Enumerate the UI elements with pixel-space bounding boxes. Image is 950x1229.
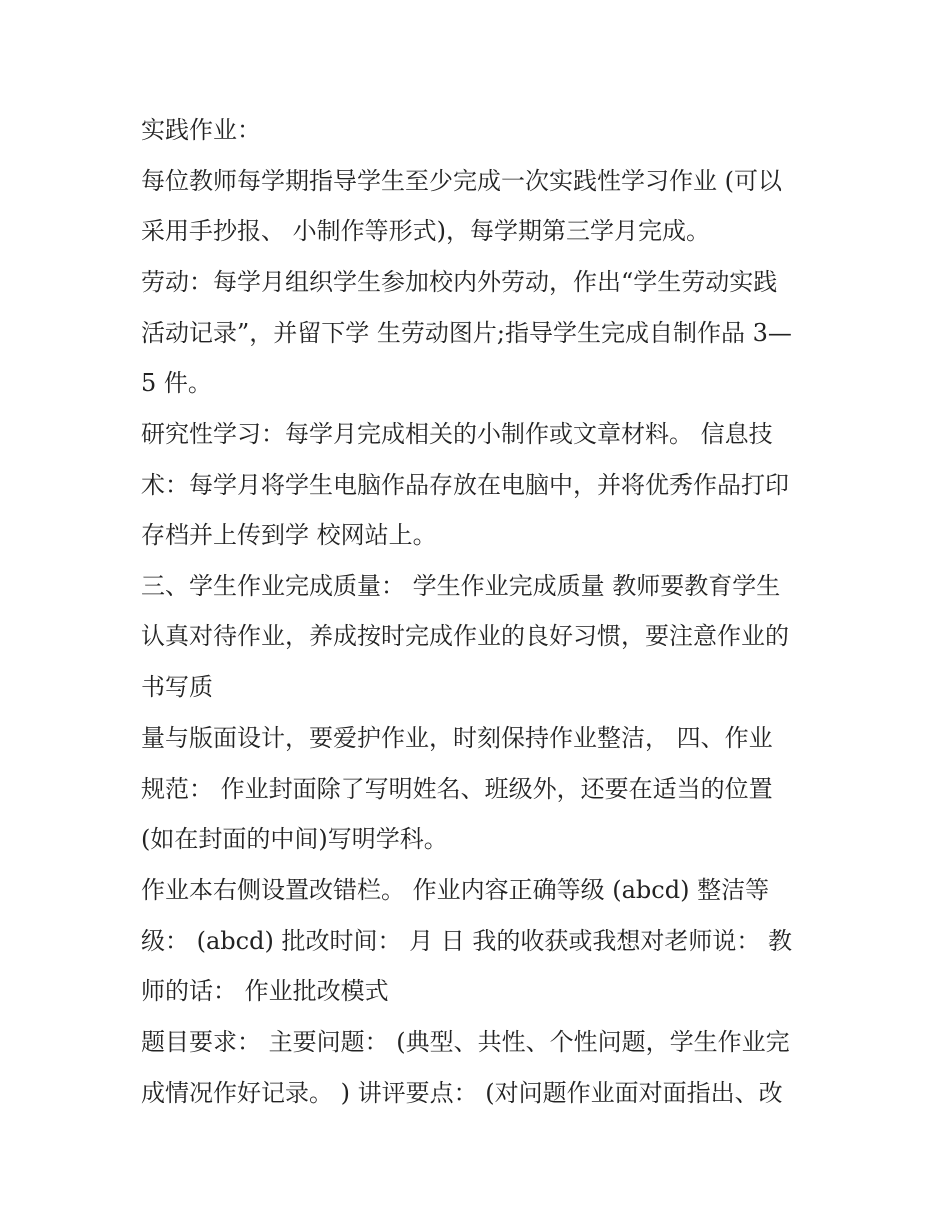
text-line-12: 书写质 xyxy=(141,673,213,701)
text-line-4: 劳动：每学月组织学生参加校内外劳动，作出“学生劳动实践 xyxy=(141,268,778,296)
text-line-8: 术：每学月将学生电脑作品存放在电脑中，并将优秀作品打印 xyxy=(141,471,789,499)
text-line-18: 师的话： 作业批改模式 xyxy=(141,977,389,1005)
text-line-1: 实践作业： xyxy=(141,116,261,144)
text-line-2: 每位教师每学期指导学生至少完成一次实践性学习作业 (可以 xyxy=(141,167,782,195)
text-line-17: 级： (abcd) 批改时间： 月 日 我的收获或我想对老师说： 教 xyxy=(141,927,792,955)
text-line-19: 题目要求： 主要问题： (典型、共性、个性问题，学生作业完 xyxy=(141,1028,790,1056)
text-line-7: 研究性学习：每学月完成相关的小制作或文章材料。 信息技 xyxy=(141,420,773,448)
text-line-9: 存档并上传到学 校网站上。 xyxy=(141,521,437,549)
text-line-3: 采用手抄报、 小制作等形式)，每学期第三学月完成。 xyxy=(141,217,710,245)
text-line-14: 规范： 作业封面除了写明姓名、班级外，还要在适当的位置 xyxy=(141,775,773,803)
text-line-5: 活动记录”，并留下学 生劳动图片;指导学生完成自制作品 3— xyxy=(141,319,792,347)
text-line-13: 量与版面设计，要爱护作业，时刻保持作业整洁， 四、作业 xyxy=(141,724,773,752)
text-line-10: 三、学生作业完成质量： 学生作业完成质量 教师要教育学生 xyxy=(141,572,781,600)
text-line-20: 成情况作好记录。 ) 讲评要点： (对问题作业面对面指出、改 xyxy=(141,1079,783,1107)
text-line-11: 认真对待作业，养成按时完成作业的良好习惯，要注意作业的 xyxy=(141,622,789,650)
text-line-6: 5 件。 xyxy=(141,369,212,397)
text-line-15: (如在封面的中间)写明学科。 xyxy=(141,825,448,853)
text-line-16: 作业本右侧设置改错栏。 作业内容正确等级 (abcd) 整洁等 xyxy=(141,876,770,904)
